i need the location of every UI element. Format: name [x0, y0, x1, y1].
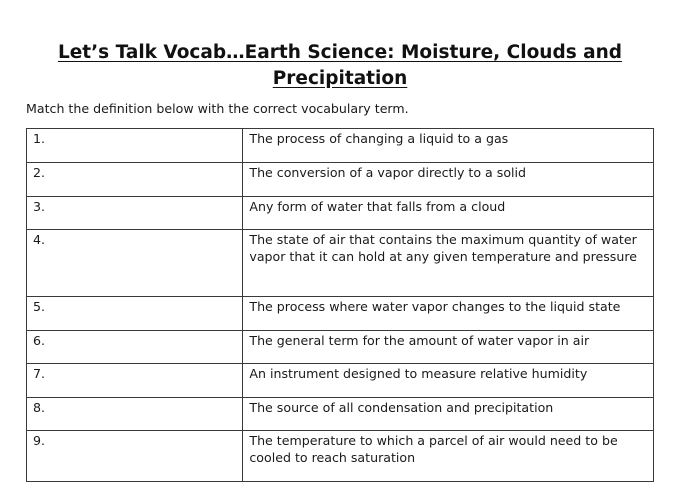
definition-cell-1: The process of changing a liquid to a gas [243, 129, 654, 163]
table-row [27, 331, 654, 364]
title-line-2: Precipitation [272, 68, 408, 89]
term-cell-1[interactable]: 1. [27, 129, 243, 163]
table-row [27, 163, 654, 197]
definition-cell-7: An instrument designed to measure relative humidity [243, 364, 654, 398]
table-row [27, 197, 654, 230]
term-cell-9[interactable]: 9. [27, 431, 243, 482]
vocab-table [26, 128, 654, 482]
table-row [27, 431, 654, 482]
definition-cell-8: The source of all condensation and precipitation [243, 398, 654, 431]
term-cell-2[interactable]: 2. [27, 163, 243, 197]
term-cell-5[interactable]: 5. [27, 297, 243, 331]
definition-cell-5: The process where water vapor changes to the liquid state [243, 297, 654, 331]
term-cell-6[interactable]: 6. [27, 331, 243, 364]
title-line-1: Let’s Talk Vocab…Earth Science: Moisture, Clouds and [57, 42, 623, 63]
term-cell-4[interactable]: 4. [27, 230, 243, 297]
term-cell-7[interactable]: 7. [27, 364, 243, 398]
table-row [27, 364, 654, 398]
definition-cell-4: The state of air that contains the maximum quantity of water vapor that it can hold at any given temperature and pressure [243, 230, 654, 297]
term-cell-3[interactable]: 3. [27, 197, 243, 230]
definition-cell-9: The temperature to which a parcel of air would need to be cooled to reach saturation [243, 431, 654, 482]
table-row [27, 398, 654, 431]
table-row [27, 230, 654, 297]
document-title [0, 40, 680, 92]
definition-cell-2: The conversion of a vapor directly to a solid [243, 163, 654, 197]
term-cell-8[interactable]: 8. [27, 398, 243, 431]
table-row [27, 129, 654, 163]
definition-cell-6: The general term for the amount of water vapor in air [243, 331, 654, 364]
instructions-text: Match the definition below with the correct vocabulary term. [26, 101, 409, 116]
definition-cell-3: Any form of water that falls from a cloud [243, 197, 654, 230]
table-row [27, 297, 654, 331]
